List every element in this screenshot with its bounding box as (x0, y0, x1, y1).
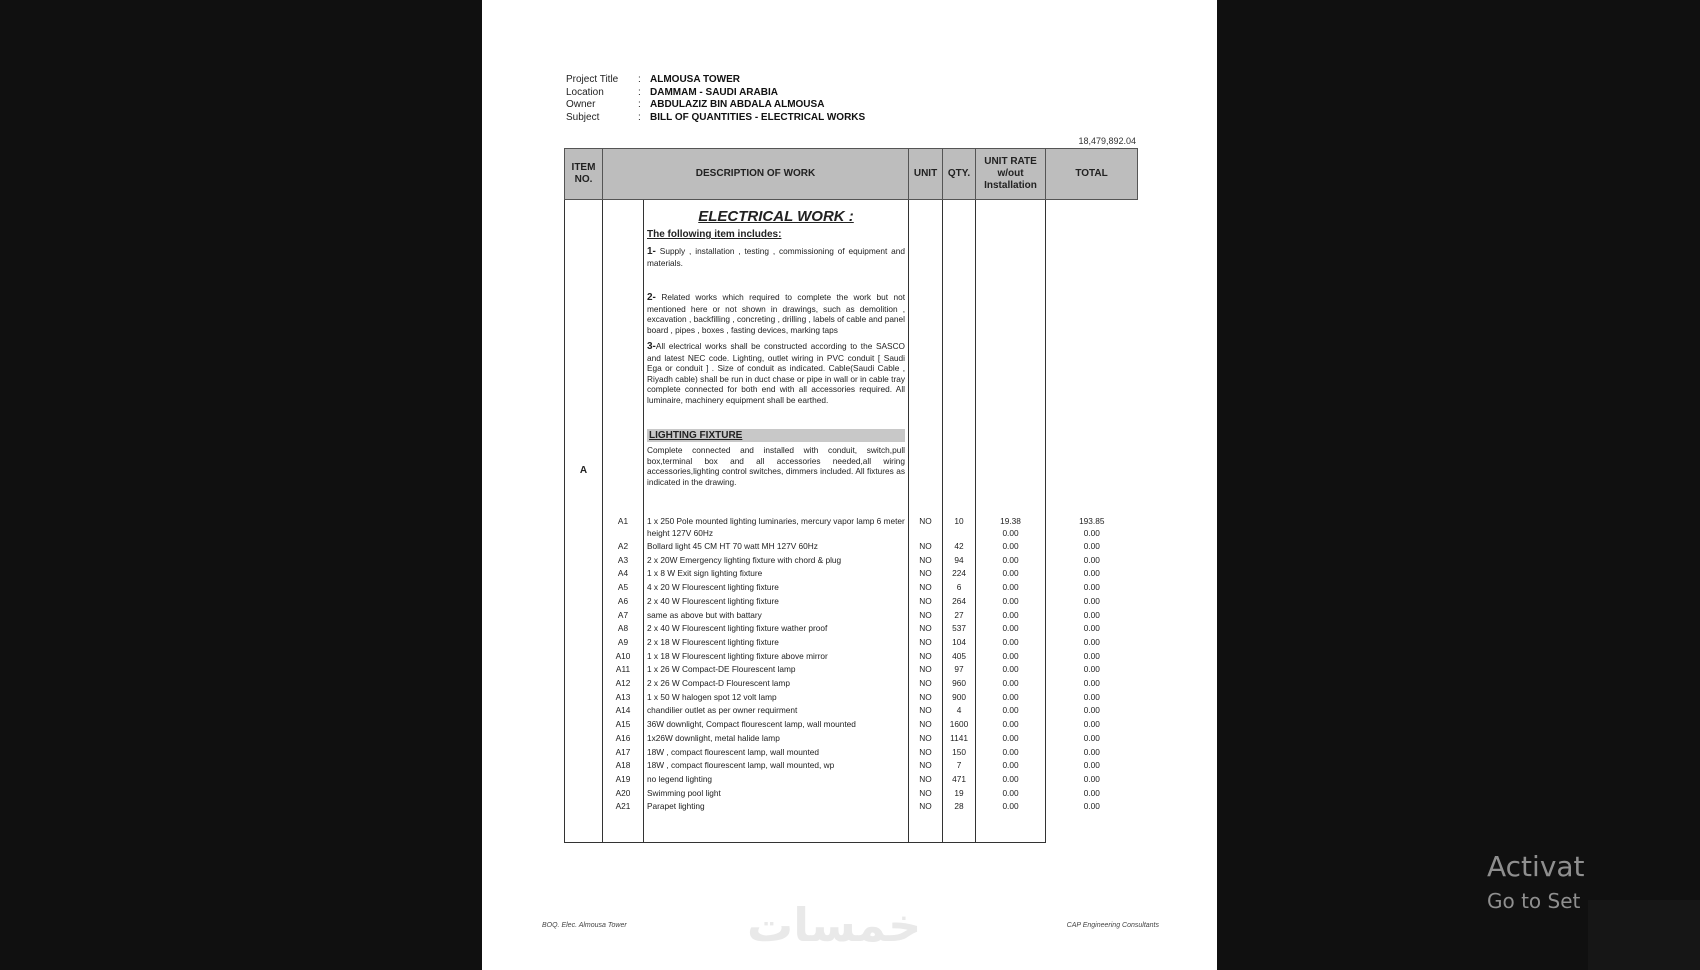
item-no: A7 (603, 609, 644, 623)
item-no: A8 (603, 622, 644, 636)
paragraph-number: 3- (647, 341, 656, 352)
header-label: Subject (566, 111, 600, 123)
unit-cell (909, 200, 943, 516)
item-description: 2 x 18 W Flourescent lighting fixture (644, 636, 909, 650)
item-unit: NO (909, 704, 943, 718)
table-row (565, 718, 1138, 732)
boq-table (564, 148, 1138, 843)
item-rate: 0.00 (976, 663, 1046, 677)
item-rate: 0.00 (976, 691, 1046, 705)
item-rate: 0.00 (976, 677, 1046, 691)
item-rate: 0.00 (976, 554, 1046, 568)
section-cell (565, 567, 603, 581)
item-description: Parapet lighting (644, 800, 909, 814)
item-unit: NO (909, 677, 943, 691)
item-unit: NO (909, 663, 943, 677)
item-description: 2 x 26 W Compact-D Flourescent lamp (644, 677, 909, 691)
intro-subtitle: The following item includes: (647, 229, 782, 240)
header-label: Project Title (566, 74, 619, 85)
item-rate: 0.00 (976, 650, 1046, 664)
item-unit: NO (909, 650, 943, 664)
table-bottom-row (565, 814, 1138, 843)
document-page (482, 0, 1217, 970)
item-unit: NO (909, 746, 943, 760)
item-description: 1 x 8 W Exit sign lighting fixture (644, 567, 909, 581)
table-row (565, 704, 1138, 718)
header-row-subject (566, 112, 865, 125)
col-header-description: DESCRIPTION OF WORK (603, 149, 909, 200)
item-description: same as above but with battary (644, 609, 909, 623)
item-description: 36W downlight, Compact flourescent lamp, wall mounted (644, 718, 909, 732)
project-header (566, 74, 865, 124)
paragraph-text: All electrical works shall be constructed according to the SASCO and latest NEC code. Lighting, outlet wiring in PVC conduit [ Saudi Ega or conduit ] . Size of conduit as indicated. Cable(Saudi Cable , Riyadh cable) shall be run in duct chase or pipe in wall or in cable tray complete connected for both end with all accessories required. All luminaire, machinery equipment shall be earthed. (647, 341, 906, 405)
grand-total: 18,479,892.04 (1078, 136, 1136, 146)
item-qty: 6 (943, 581, 976, 595)
item-no: A4 (603, 567, 644, 581)
item-qty: 960 (943, 677, 976, 691)
item-unit: NO (909, 787, 943, 801)
table-row (565, 787, 1138, 801)
intro-paragraph-3 (647, 341, 905, 405)
header-colon: : (638, 86, 641, 98)
section-cell (565, 759, 603, 773)
item-qty: 10 (943, 515, 976, 540)
intro-row (565, 200, 1138, 516)
item-rate: 0.00 (976, 609, 1046, 623)
item-qty: 27 (943, 609, 976, 623)
item-description: 2 x 40 W Flourescent lighting fixture wather proof (644, 622, 909, 636)
item-rate: 0.00 (976, 787, 1046, 801)
rate-cell (976, 200, 1046, 516)
item-qty: 537 (943, 622, 976, 636)
item-total: 0.00 (1046, 759, 1138, 773)
item-qty: 94 (943, 554, 976, 568)
item-total: 0.00 (1046, 622, 1138, 636)
section-cell (565, 663, 603, 677)
qty-cell (943, 814, 976, 843)
section-cell (565, 595, 603, 609)
item-rate: 0.00 (976, 622, 1046, 636)
item-no: A2 (603, 540, 644, 554)
total-cell (1046, 814, 1138, 843)
header-value: ABDULAZIZ BIN ABDALA ALMOUSA (650, 99, 825, 110)
lighting-fixture-title: LIGHTING FIXTURE (647, 429, 905, 442)
item-unit: NO (909, 567, 943, 581)
header-colon: : (638, 99, 641, 110)
item-rate: 0.00 (976, 800, 1046, 814)
table-row (565, 800, 1138, 814)
item-no: A12 (603, 677, 644, 691)
table-row (565, 595, 1138, 609)
intro-description (644, 200, 909, 516)
table-row (565, 746, 1138, 760)
item-total: 0.00 (1046, 732, 1138, 746)
item-description: Bollard light 45 CM HT 70 watt MH 127V 60Hz (644, 540, 909, 554)
item-unit: NO (909, 622, 943, 636)
item-qty: 28 (943, 800, 976, 814)
table-row (565, 759, 1138, 773)
item-no: A17 (603, 746, 644, 760)
item-total: 0.00 (1046, 609, 1138, 623)
item-total: 0.00 (1046, 800, 1138, 814)
item-total: 0.00 (1046, 650, 1138, 664)
item-qty: 264 (943, 595, 976, 609)
paragraph-text: Related works which required to complete the work but not mentioned here or not shown in drawings, such as demolition , excavation , backfilling , concreting , drilling , labels of cable and panel board , pipes , boxes , fasting devices, marking taps (647, 292, 906, 335)
section-cell (565, 746, 603, 760)
item-total: 0.00 (1046, 540, 1138, 554)
rate-cell (976, 814, 1046, 843)
header-label: Location (566, 86, 604, 98)
section-cell (565, 732, 603, 746)
table-row (565, 636, 1138, 650)
table-row (565, 554, 1138, 568)
table-row (565, 515, 1138, 540)
section-cell (565, 814, 603, 843)
section-cell (565, 691, 603, 705)
header-value: BILL OF QUANTITIES - ELECTRICAL WORKS (650, 111, 866, 123)
item-qty: 150 (943, 746, 976, 760)
item-description: 1 x 18 W Flourescent lighting fixture above mirror (644, 650, 909, 664)
item-rate: 0.00 (976, 746, 1046, 760)
item-no: A13 (603, 691, 644, 705)
header-row-project-title (566, 74, 865, 87)
section-cell (565, 650, 603, 664)
item-total: 0.00 (1046, 567, 1138, 581)
table-row (565, 663, 1138, 677)
item-rate: 0.00 (976, 732, 1046, 746)
item-qty: 900 (943, 691, 976, 705)
item-total: 0.00 (1046, 773, 1138, 787)
table-row (565, 677, 1138, 691)
item-description: 1 x 50 W halogen spot 12 volt lamp (644, 691, 909, 705)
item-total: 0.00 (1046, 554, 1138, 568)
paragraph-number: 1- (647, 246, 656, 257)
item-no: A3 (603, 554, 644, 568)
section-cell (565, 540, 603, 554)
intro-paragraph-1 (647, 246, 905, 268)
item-no: A15 (603, 718, 644, 732)
table-row (565, 540, 1138, 554)
item-rate: 0.00 (976, 595, 1046, 609)
header-colon: : (638, 74, 641, 85)
sub-item-cell (603, 200, 644, 516)
table-header-row (565, 149, 1138, 200)
section-letter: A (579, 465, 588, 476)
item-no: A19 (603, 773, 644, 787)
item-description: 2 x 40 W Flourescent lighting fixture (644, 595, 909, 609)
item-description: 18W , compact flourescent lamp, wall mounted, wp (644, 759, 909, 773)
item-total: 0.00 (1046, 663, 1138, 677)
electrical-work-title: ELECTRICAL WORK : (698, 208, 854, 225)
item-total-cell (1046, 515, 1138, 540)
item-unit: NO (909, 515, 943, 540)
footer-document-name: BOQ. Elec. Almousa Tower (542, 922, 627, 929)
item-no: A1 (603, 515, 644, 540)
item-total: 0.00 (1046, 704, 1138, 718)
item-qty: 405 (943, 650, 976, 664)
item-rate-cell (976, 515, 1046, 540)
col-header-item-no: ITEM NO. (565, 149, 603, 200)
table-row (565, 773, 1138, 787)
item-unit: NO (909, 636, 943, 650)
item-total: 0.00 (1046, 746, 1138, 760)
table-row (565, 732, 1138, 746)
lighting-fixture-description: Complete connected and installed with conduit, switch,pull box,terminal box and all accessories needed,all wiring accessories,lighting control switches, dimmers included. All fixtures as indicated in the drawing. (647, 445, 906, 487)
intro-paragraph-2 (647, 292, 905, 335)
sub-item-cell (603, 814, 644, 843)
item-rate: 0.00 (976, 540, 1046, 554)
item-rate: 0.00 (976, 759, 1046, 773)
section-cell (565, 677, 603, 691)
header-label: Owner (566, 99, 596, 110)
item-total: 0.00 (1046, 787, 1138, 801)
item-unit: NO (909, 800, 943, 814)
table-row (565, 581, 1138, 595)
item-no: A5 (603, 581, 644, 595)
table-row (565, 622, 1138, 636)
header-colon: : (638, 111, 641, 123)
qty-cell (943, 200, 976, 516)
item-unit: NO (909, 554, 943, 568)
item-description: 2 x 20W Emergency lighting fixture with chord & plug (644, 554, 909, 568)
section-cell (565, 787, 603, 801)
item-no: A20 (603, 787, 644, 801)
item-total: 0.00 (1046, 677, 1138, 691)
table-row (565, 691, 1138, 705)
item-unit: NO (909, 718, 943, 732)
description-cell (644, 814, 909, 843)
item-total: 0.00 (1046, 581, 1138, 595)
item-no: A18 (603, 759, 644, 773)
paragraph-number: 2- (647, 292, 656, 303)
item-qty: 224 (943, 567, 976, 581)
item-description: 1 x 250 Pole mounted lighting luminaries, mercury vapor lamp 6 meter height 127V 60Hz (644, 515, 909, 540)
table-row (565, 650, 1138, 664)
item-no: A10 (603, 650, 644, 664)
table-row (565, 567, 1138, 581)
item-unit: NO (909, 609, 943, 623)
section-cell (565, 200, 603, 516)
item-no: A16 (603, 732, 644, 746)
section-cell (565, 515, 603, 540)
item-description: 4 x 20 W Flourescent lighting fixture (644, 581, 909, 595)
section-cell (565, 800, 603, 814)
item-qty: 19 (943, 787, 976, 801)
item-unit: NO (909, 581, 943, 595)
section-cell (565, 554, 603, 568)
item-unit: NO (909, 773, 943, 787)
item-no: A14 (603, 704, 644, 718)
total-cell (1046, 200, 1138, 516)
item-total: 0.00 (1046, 718, 1138, 732)
item-rate: 19.38 (1000, 516, 1021, 526)
section-cell (565, 704, 603, 718)
item-no: A11 (603, 663, 644, 677)
table-row (565, 609, 1138, 623)
section-cell (565, 622, 603, 636)
section-cell (565, 581, 603, 595)
item-unit: NO (909, 691, 943, 705)
watermark-logo: خمسات (747, 898, 922, 952)
item-description: chandilier outlet as per owner requirment (644, 704, 909, 718)
footer-consultant-name: CAP Engineering Consultants (1066, 922, 1159, 929)
item-no: A21 (603, 800, 644, 814)
item-unit: NO (909, 732, 943, 746)
item-rate: 0.00 (976, 704, 1046, 718)
header-row-location (566, 87, 865, 100)
item-description: 1x26W downlight, metal halide lamp (644, 732, 909, 746)
item-qty: 1600 (943, 718, 976, 732)
activation-title: Activat (1487, 850, 1585, 883)
col-header-unit-rate: UNIT RATE w/out Installation (976, 149, 1046, 200)
item-qty: 7 (943, 759, 976, 773)
item-description: 18W , compact flourescent lamp, wall mounted (644, 746, 909, 760)
item-qty: 97 (943, 663, 976, 677)
section-cell (565, 773, 603, 787)
item-no: A6 (603, 595, 644, 609)
item-total-secondary: 0.00 (1083, 528, 1100, 538)
corner-overlay (1588, 900, 1700, 970)
item-total: 193.85 (1079, 516, 1105, 526)
activation-subtitle: Go to Set (1487, 889, 1581, 913)
item-rate: 0.00 (976, 636, 1046, 650)
item-unit: NO (909, 759, 943, 773)
windows-activation-overlay (1487, 850, 1585, 913)
item-description: 1 x 26 W Compact-DE Flourescent lamp (644, 663, 909, 677)
header-value: ALMOUSA TOWER (650, 74, 740, 85)
item-unit: NO (909, 595, 943, 609)
paragraph-text: Supply , installation , testing , commissioning of equipment and materials. (647, 246, 906, 268)
unit-cell (909, 814, 943, 843)
item-total: 0.00 (1046, 636, 1138, 650)
section-cell (565, 718, 603, 732)
header-value: DAMMAM - SAUDI ARABIA (650, 86, 778, 98)
item-qty: 1141 (943, 732, 976, 746)
col-header-qty: QTY. (943, 149, 976, 200)
col-header-unit: UNIT (909, 149, 943, 200)
item-unit: NO (909, 540, 943, 554)
header-row-owner (566, 99, 865, 112)
item-qty: 42 (943, 540, 976, 554)
item-rate: 0.00 (976, 567, 1046, 581)
item-rate: 0.00 (976, 581, 1046, 595)
item-total: 0.00 (1046, 691, 1138, 705)
item-no: A9 (603, 636, 644, 650)
item-description: Swimming pool light (644, 787, 909, 801)
section-cell (565, 636, 603, 650)
item-qty: 104 (943, 636, 976, 650)
item-rate: 0.00 (976, 718, 1046, 732)
item-qty: 4 (943, 704, 976, 718)
item-rate: 0.00 (976, 773, 1046, 787)
item-qty: 471 (943, 773, 976, 787)
item-rate-secondary: 0.00 (1002, 528, 1019, 538)
col-header-total: TOTAL (1046, 149, 1138, 200)
section-cell (565, 609, 603, 623)
item-total: 0.00 (1046, 595, 1138, 609)
item-description: no legend lighting (644, 773, 909, 787)
